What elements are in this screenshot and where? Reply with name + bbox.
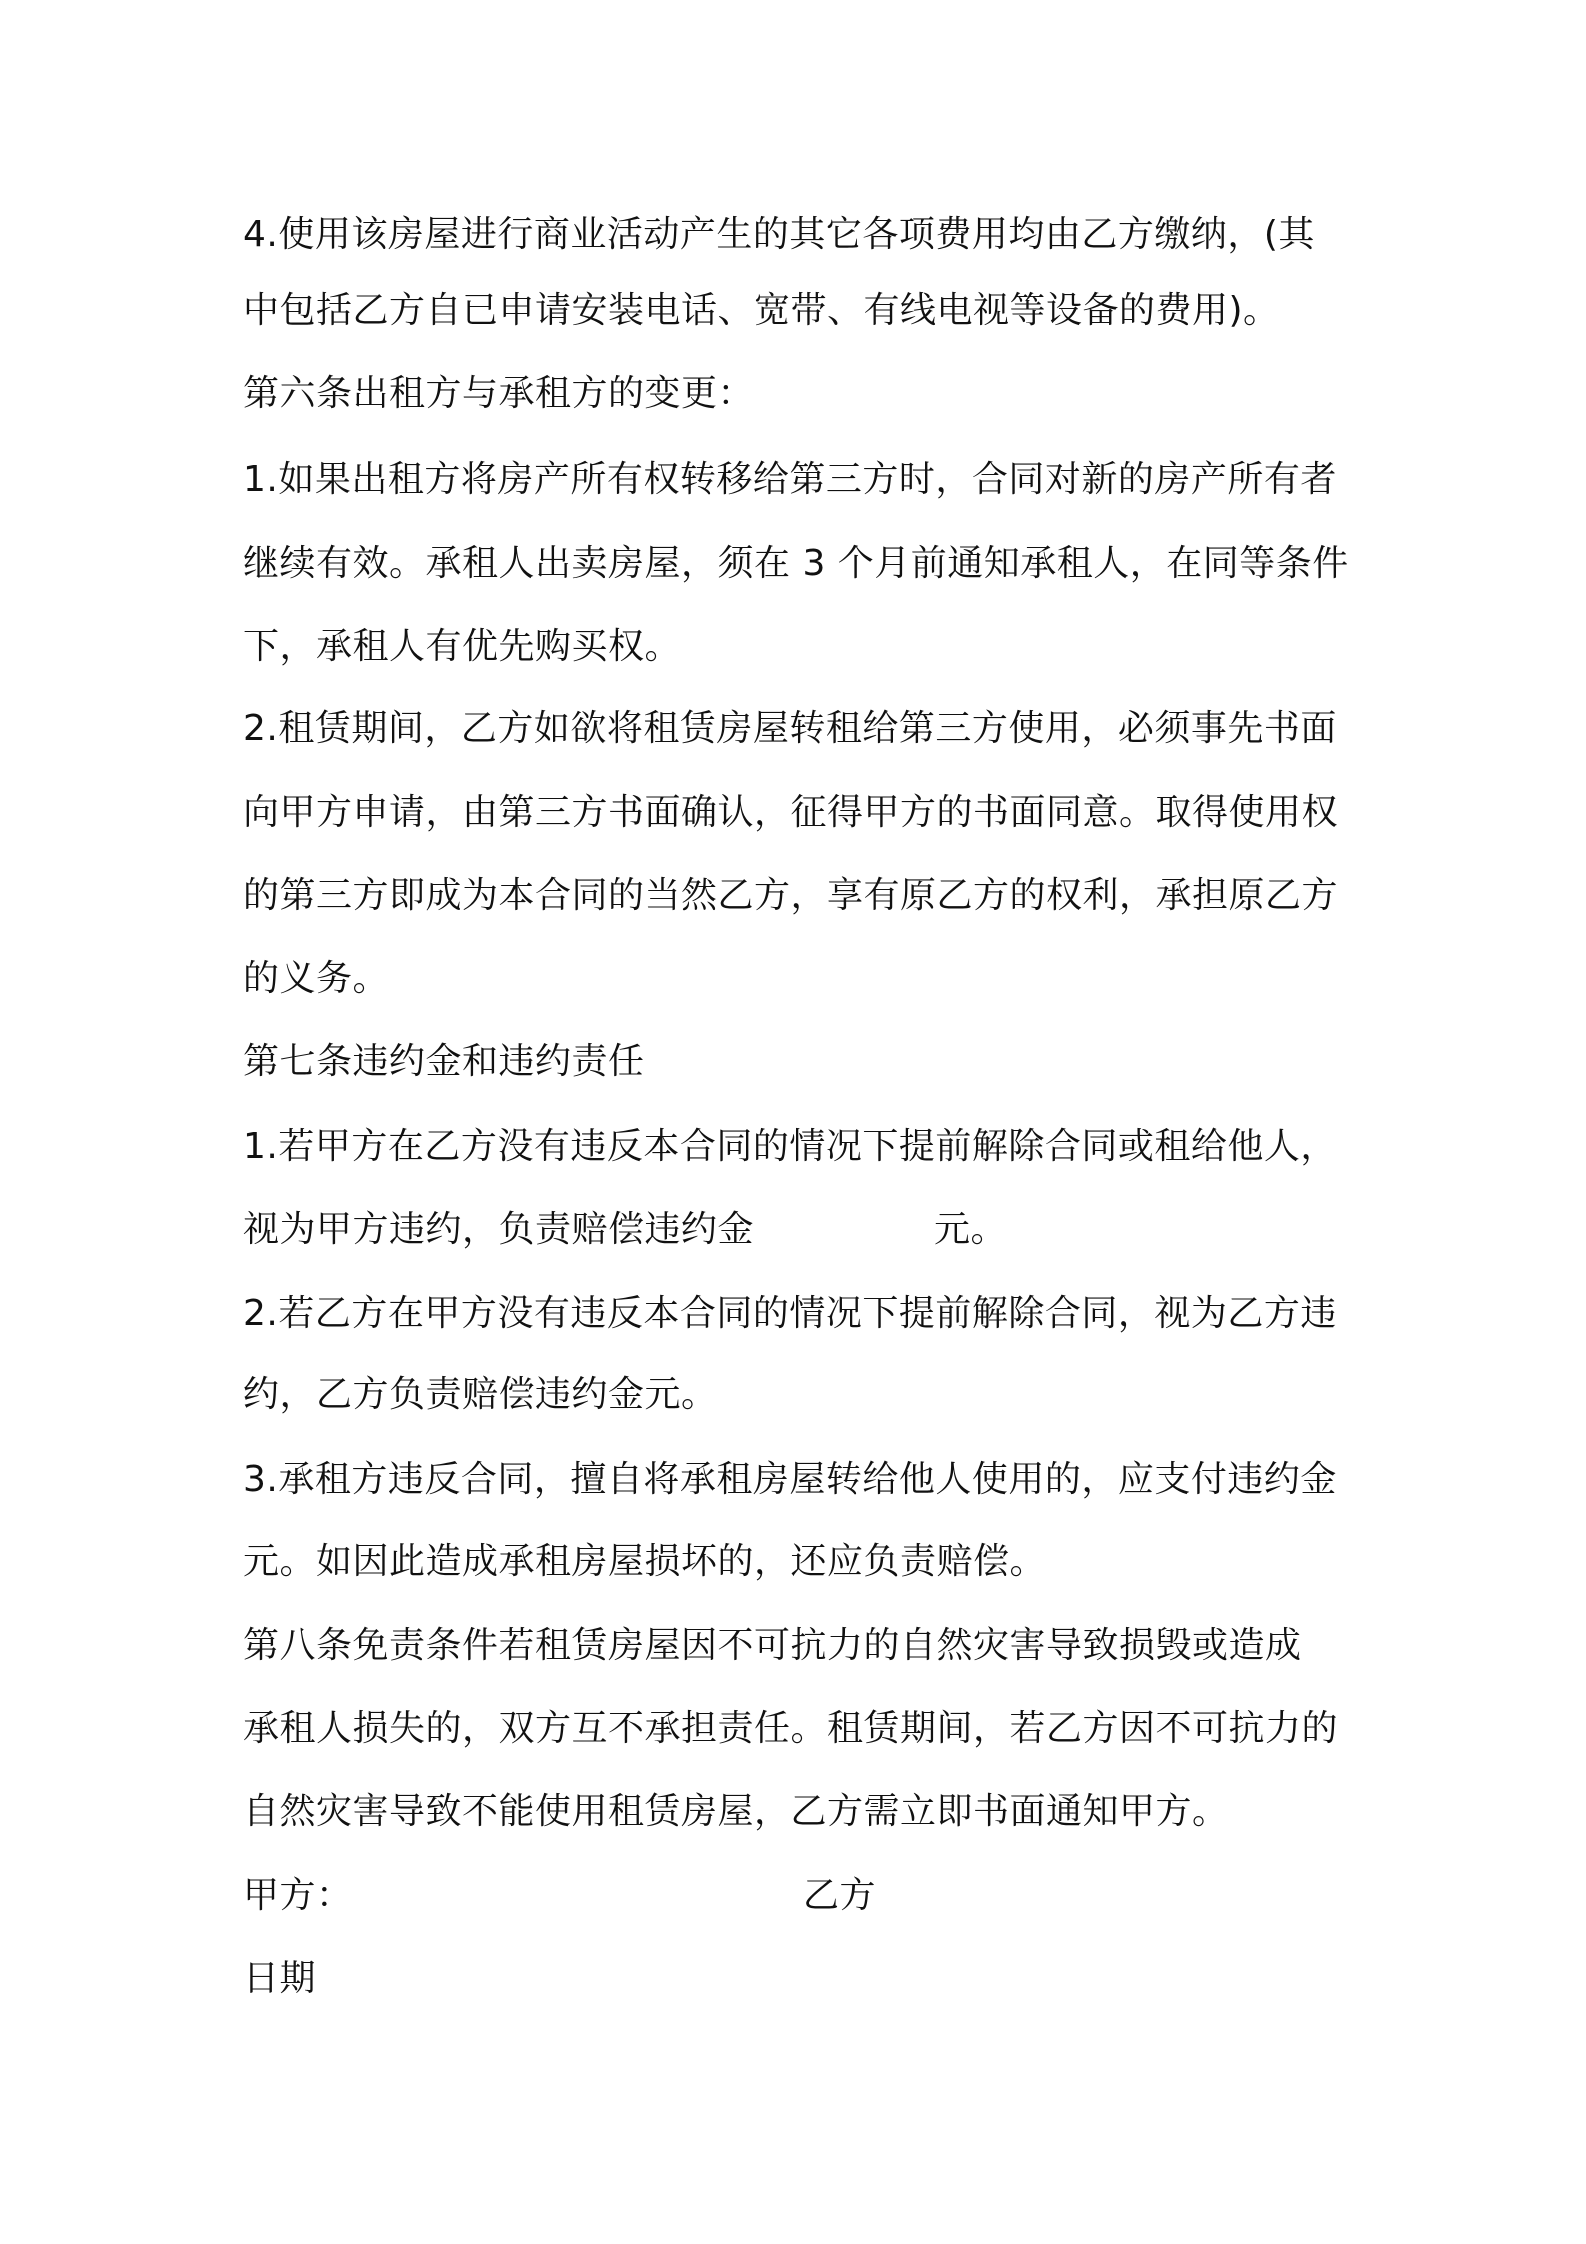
text-line-15: 约，乙方负责赔偿违约金元。 [243,1374,718,1415]
text-line-10: 的义务。 [243,958,390,999]
text-line-5: 继续有效。承租人出卖房屋，须在 3 个月前通知承租人，在同等条件 [243,543,1349,584]
text-line-article-6-heading: 第六条出租方与承租方的变更： [243,373,755,414]
text-line-7: 2.租赁期间，乙方如欲将租赁房屋转租给第三方使用，必须事先书面 [243,708,1337,749]
text-line-17: 元。如因此造成承租房屋损坏的，还应负责赔偿。 [243,1541,1047,1582]
text-line-article-8: 第八条免责条件若租赁房屋因不可抗力的自然灾害导致损毁或造成 [243,1625,1302,1666]
party-b-label: 乙方 [803,1875,877,1916]
text-line-20: 自然灾害导致不能使用租赁房屋，乙方需立即书面通知甲方。 [243,1791,1229,1832]
signature-row [243,1872,353,1920]
text-line-6: 下，承租人有优先购买权。 [243,626,682,667]
text-line-14: 2.若乙方在甲方没有违反本合同的情况下提前解除合同，视为乙方违 [243,1293,1337,1334]
party-a-label: 甲方： [243,1875,353,1916]
text-line-8: 向甲方申请，由第三方书面确认，征得甲方的书面同意。取得使用权 [243,792,1339,833]
text-line-9: 的第三方即成为本合同的当然乙方，享有原乙方的权利，承担原乙方 [243,875,1339,916]
date-label: 日期 [243,1958,317,1999]
text-line-13-main: 视为甲方违约，负责赔偿违约金 [243,1209,755,1250]
text-line-1: 4.使用该房屋进行商业活动产生的其它各项费用均由乙方缴纳，(其 [243,214,1315,255]
text-line-19: 承租人损失的，双方互不承担责任。租赁期间，若乙方因不可抗力的 [243,1708,1339,1749]
text-line-16: 3.承租方违反合同，擅自将承租房屋转给他人使用的，应支付违约金 [243,1459,1337,1500]
text-line-13 [243,1206,1007,1254]
text-line-13-suffix: 元。 [934,1209,1008,1250]
text-line-2: 中包括乙方自已申请安装电话、宽带、有线电视等设备的费用)。 [243,290,1280,331]
text-line-article-7-heading: 第七条违约金和违约责任 [243,1041,645,1082]
text-line-4: 1.如果出租方将房产所有权转移给第三方时，合同对新的房产所有者 [243,459,1337,500]
text-line-12: 1.若甲方在乙方没有违反本合同的情况下提前解除合同或租给他人， [243,1126,1337,1167]
